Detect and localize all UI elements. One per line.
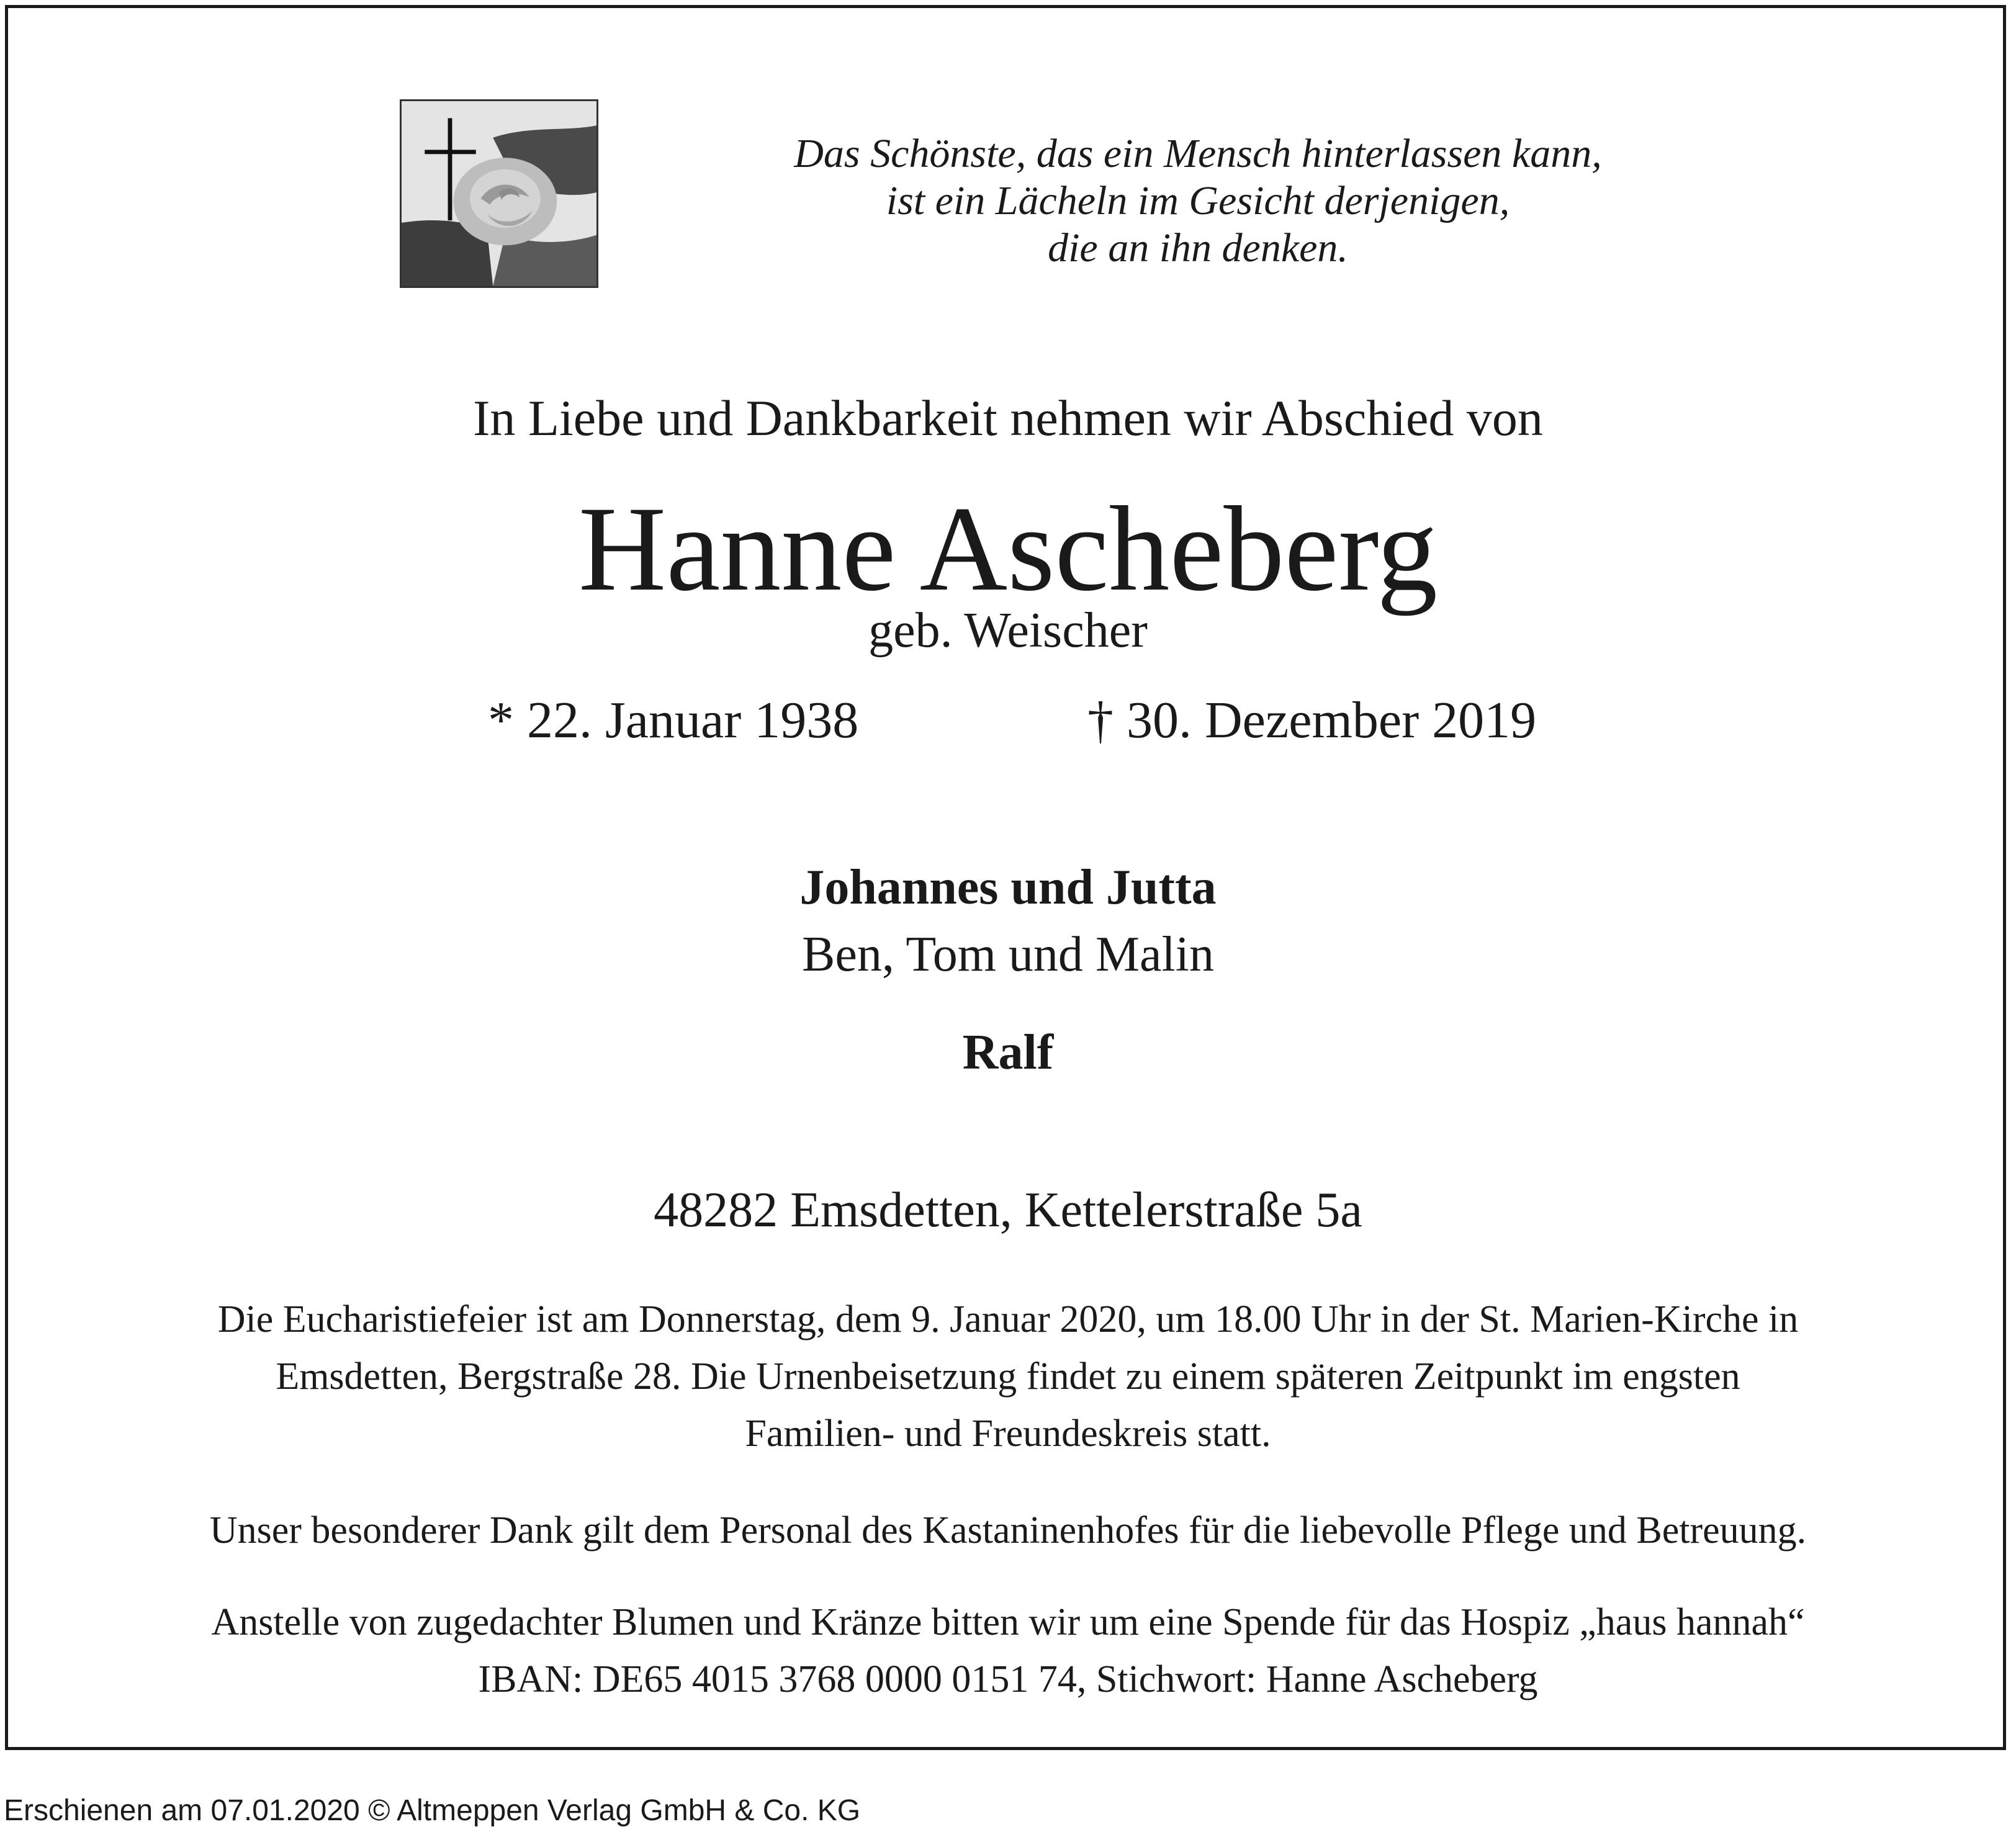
service-line: Familien- und Freundeskreis statt. [745, 1412, 1271, 1455]
thanks-paragraph [0, 1502, 2016, 1559]
maiden-name: geb. Weischer [868, 603, 1148, 658]
mourner-secondary: Ben, Tom und Malin [801, 927, 1215, 982]
mourner-tertiary: Ralf [962, 1025, 1054, 1080]
family-address: 48282 Emsdetten, Kettelerstraße 5a [654, 1183, 1362, 1237]
quote-line: die an ihn denken. [1048, 225, 1348, 271]
thanks-line: Unser besonderer Dank gilt dem Personal des Kastaninenhofes für die liebevolle Pflege und Betreuung. [209, 1509, 1807, 1551]
cross-rose-icon [400, 99, 598, 288]
deceased-name: Hanne Ascheberg [578, 482, 1438, 616]
death-date: † 30. Dezember 2019 [1087, 691, 1537, 749]
quote-line: Das Schönste, das ein Mensch hinterlassen kann, [794, 131, 1602, 176]
service-line: Emsdetten, Bergstraße 28. Die Urnenbeisetzung findet zu einem späteren Zeitpunkt im engsten [276, 1355, 1740, 1398]
donation-line: Anstelle von zugedachter Blumen und Kränze bitten wir um eine Spende für das Hospiz „haus hannah“ [211, 1601, 1805, 1643]
iban-line: IBAN: DE65 4015 3768 0000 0151 74, Stichwort: Hanne Ascheberg [478, 1658, 1538, 1700]
life-dates [0, 686, 2016, 755]
quote-line: ist ein Lächeln im Gesicht derjenigen, [886, 178, 1510, 223]
service-line: Die Eucharistiefeier ist am Donnerstag, dem 9. Januar 2020, um 18.00 Uhr in der St. Marien-Kirche in [217, 1298, 1799, 1340]
donation-paragraph [0, 1594, 2016, 1708]
birth-date: * 22. Januar 1938 [488, 691, 859, 749]
service-paragraph [0, 1291, 2016, 1462]
farewell-intro: In Liebe und Dankbarkeit nehmen wir Abschied von [473, 390, 1543, 446]
mourner-primary: Johannes und Jutta [799, 860, 1217, 915]
memorial-quote [732, 130, 1663, 272]
publication-credit: Erschienen am 07.01.2020 © Altmeppen Verlag GmbH & Co. KG [4, 1794, 861, 1827]
